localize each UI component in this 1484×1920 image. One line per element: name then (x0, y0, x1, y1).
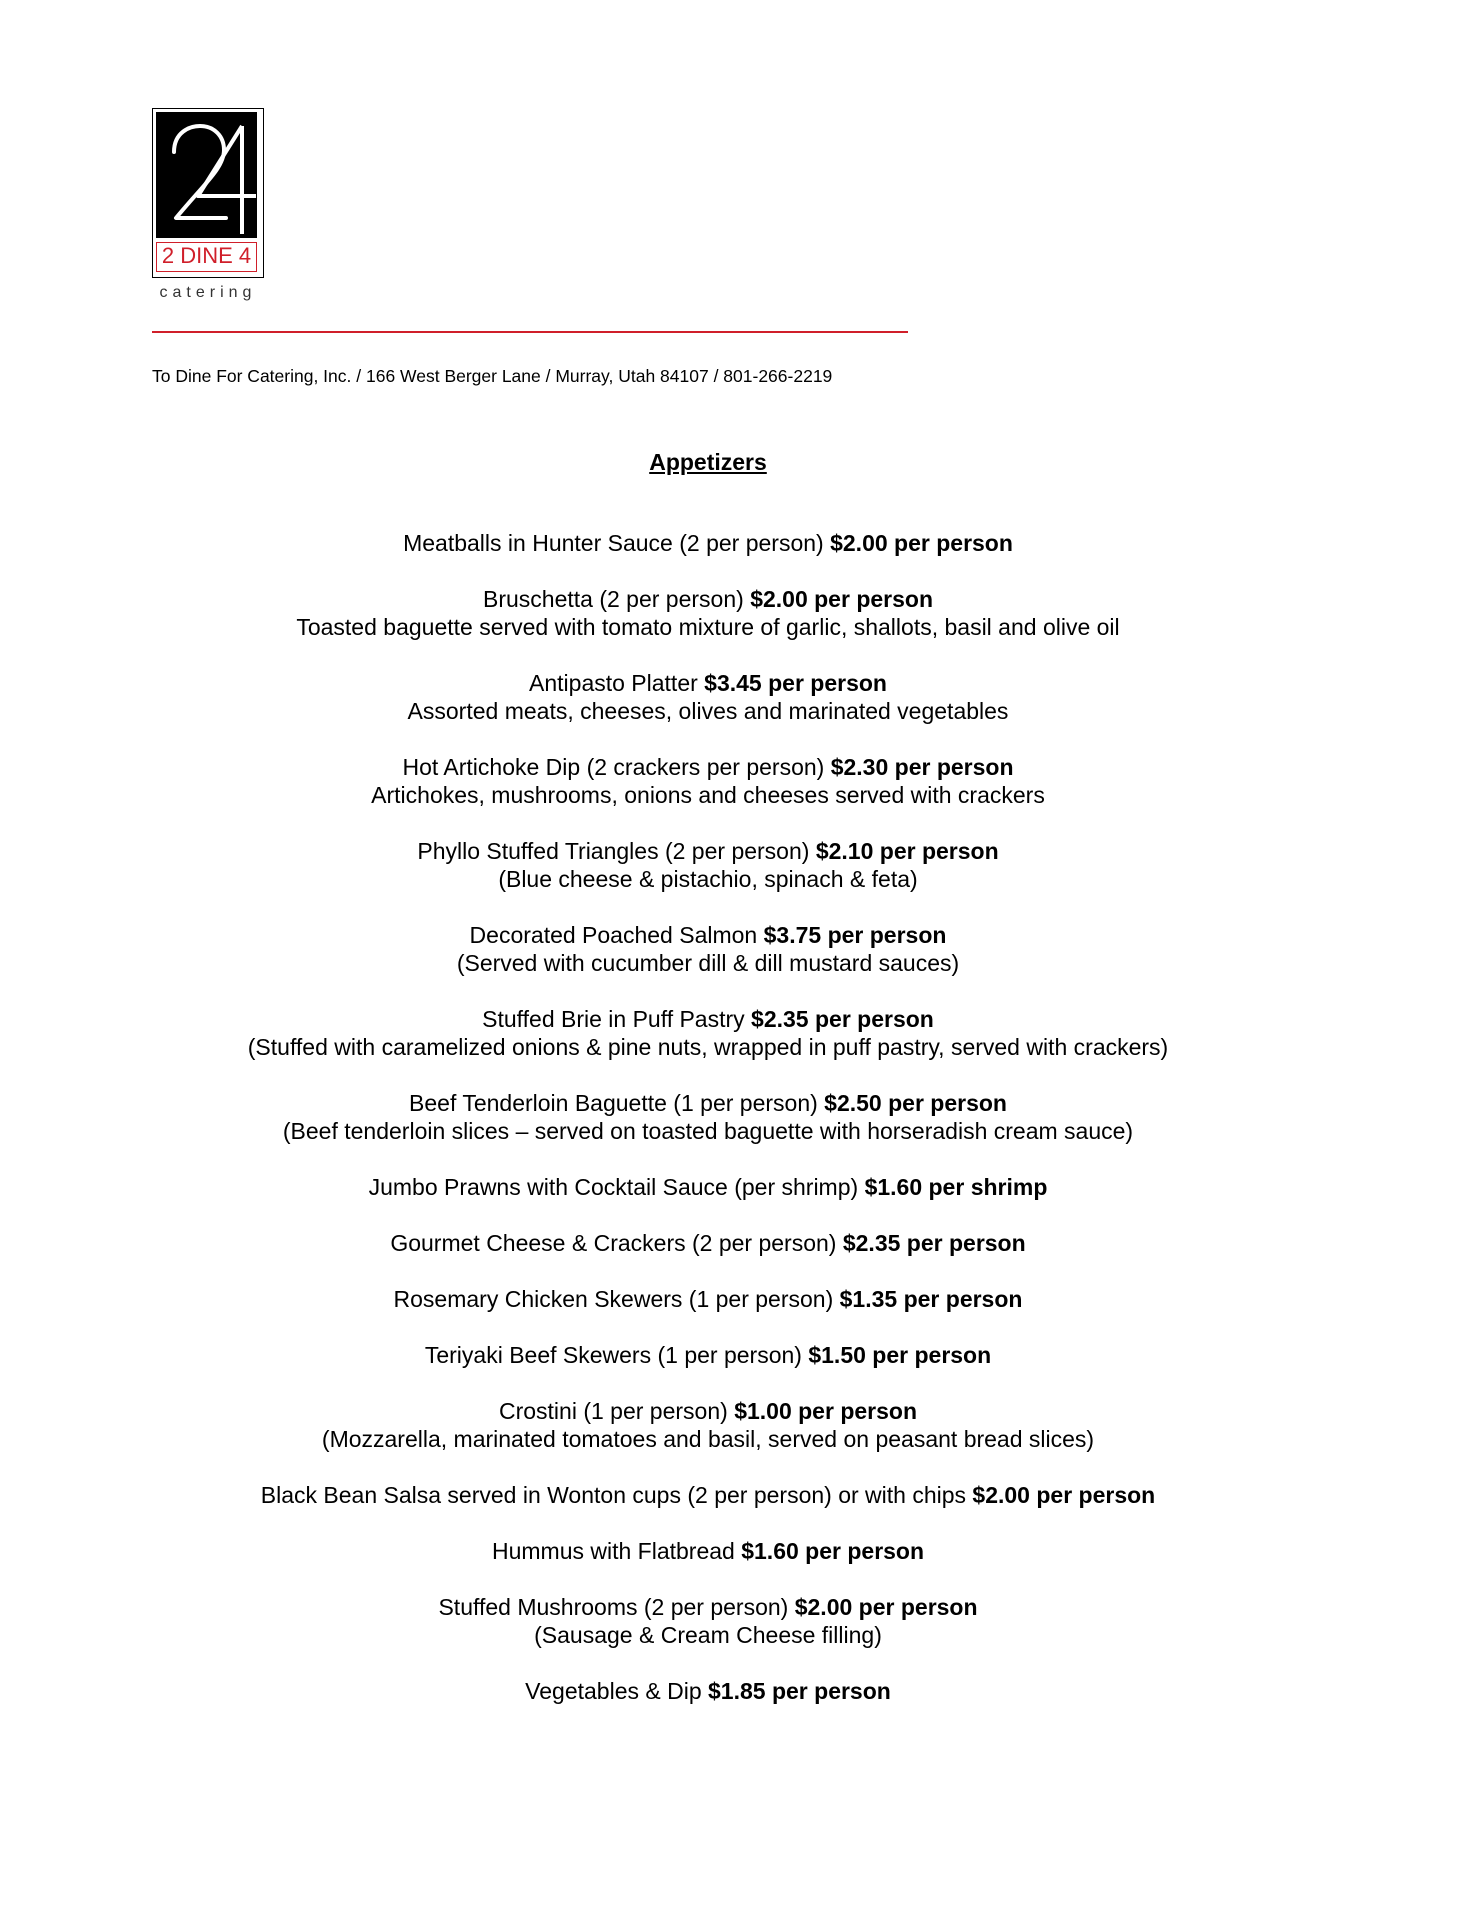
menu-item-title (0, 1285, 1416, 1313)
menu-item-name: Rosemary Chicken Skewers (1 per person) (393, 1286, 840, 1312)
menu-item-name: Crostini (1 per person) (498, 1398, 735, 1424)
menu-item-name: Hummus with Flatbread (491, 1538, 742, 1564)
menu-item-title (0, 1397, 1416, 1425)
logo-name: 2 DINE 4 (156, 242, 257, 272)
menu-item-price: $1.60 per shrimp (864, 1174, 1048, 1200)
menu-item-price: $1.35 per person (839, 1286, 1023, 1312)
menu-item (0, 1593, 1416, 1649)
menu-item-title (0, 1593, 1416, 1621)
menu-item-price: $2.10 per person (815, 838, 999, 864)
menu-item-title (0, 837, 1416, 865)
menu-item-price: $1.00 per person (734, 1398, 917, 1424)
menu-item-name: Antipasto Platter (529, 670, 705, 696)
menu-item (0, 585, 1416, 641)
menu-item-description: (Served with cucumber dill & dill mustard sauces) (456, 950, 960, 976)
menu-item-name: Hot Artichoke Dip (2 crackers per person) (402, 754, 831, 780)
menu-item-price: $1.85 per person (708, 1678, 891, 1704)
menu-list (0, 529, 1416, 1733)
menu-item (0, 1005, 1416, 1061)
menu-item-title (0, 1089, 1416, 1117)
menu-item-price: $1.60 per person (741, 1538, 925, 1564)
menu-item-name: Stuffed Brie in Puff Pastry (482, 1006, 752, 1032)
header-divider (152, 331, 908, 333)
menu-item-title (0, 1173, 1416, 1201)
menu-item-title (0, 1537, 1416, 1565)
menu-item-price: $2.50 per person (824, 1090, 1007, 1116)
logo-subtitle: catering (159, 284, 257, 301)
menu-item-price: $2.30 per person (830, 754, 1014, 780)
menu-item-price: $1.50 per person (808, 1342, 992, 1368)
menu-item-description: (Blue cheese & pistachio, spinach & feta) (498, 866, 918, 892)
menu-item-title (0, 529, 1416, 557)
menu-item-title (0, 585, 1416, 613)
section-heading: Appetizers (649, 449, 767, 475)
menu-item (0, 837, 1416, 893)
menu-item-description: Assorted meats, cheeses, olives and marinated vegetables (407, 698, 1009, 724)
menu-item-title (0, 1677, 1416, 1705)
menu-item (0, 1341, 1416, 1369)
menu-item-name: Gourmet Cheese & Crackers (2 per person) (390, 1230, 843, 1256)
menu-item-price: $2.00 per person (750, 586, 933, 612)
menu-item-name: Meatballs in Hunter Sauce (2 per person) (403, 530, 831, 556)
logo-black-panel (156, 112, 257, 238)
menu-item (0, 669, 1416, 725)
menu-item-price: $2.00 per person (794, 1594, 978, 1620)
menu-item (0, 1229, 1416, 1257)
menu-item-description: (Mozzarella, marinated tomatoes and basil, served on peasant bread slices) (321, 1426, 1095, 1452)
menu-item-description: Artichokes, mushrooms, onions and cheeses served with crackers (371, 782, 1045, 808)
menu-item-title (0, 1229, 1416, 1257)
menu-item (0, 1089, 1416, 1145)
menu-item-title (0, 1481, 1416, 1509)
menu-item-title (0, 1341, 1416, 1369)
menu-item-name: Jumbo Prawns with Cocktail Sauce (per shrimp) (368, 1174, 865, 1200)
menu-item-name: Black Bean Salsa served in Wonton cups (2 per person) or with chips (260, 1482, 973, 1508)
menu-item (0, 1481, 1416, 1509)
menu-item-name: Phyllo Stuffed Triangles (2 per person) (417, 838, 816, 864)
menu-item-title (0, 921, 1416, 949)
menu-item-price: $2.35 per person (842, 1230, 1026, 1256)
menu-item (0, 1173, 1416, 1201)
menu-item-title (0, 753, 1416, 781)
menu-item (0, 1677, 1416, 1705)
menu-item-name: Beef Tenderloin Baguette (1 per person) (409, 1090, 825, 1116)
menu-item-title (0, 669, 1416, 697)
menu-item-price: $2.00 per person (830, 530, 1013, 556)
menu-item (0, 1397, 1416, 1453)
company-logo (152, 108, 268, 308)
company-info: To Dine For Catering, Inc. / 166 West Berger Lane / Murray, Utah 84107 / 801-266-2219 (152, 366, 833, 386)
menu-item-description: (Sausage & Cream Cheese filling) (534, 1622, 882, 1648)
menu-item-price: $2.35 per person (751, 1006, 934, 1032)
menu-item-name: Bruschetta (2 per person) (483, 586, 751, 612)
menu-item (0, 529, 1416, 557)
menu-item-name: Vegetables & Dip (525, 1678, 709, 1704)
menu-item (0, 921, 1416, 977)
menu-item-price: $3.75 per person (763, 922, 947, 948)
menu-item-name: Stuffed Mushrooms (2 per person) (438, 1594, 795, 1620)
menu-item-title (0, 1005, 1416, 1033)
menu-item-name: Decorated Poached Salmon (469, 922, 764, 948)
menu-item-description: (Stuffed with caramelized onions & pine nuts, wrapped in puff pastry, served with crackers) (247, 1034, 1169, 1060)
menu-item-description: Toasted baguette served with tomato mixture of garlic, shallots, basil and olive oil (296, 614, 1120, 640)
menu-item (0, 1285, 1416, 1313)
menu-item-name: Teriyaki Beef Skewers (1 per person) (424, 1342, 809, 1368)
menu-item (0, 1537, 1416, 1565)
logo-24-mark (164, 118, 256, 236)
menu-item (0, 753, 1416, 809)
menu-item-price: $3.45 per person (704, 670, 887, 696)
menu-item-price: $2.00 per person (972, 1482, 1156, 1508)
menu-item-description: (Beef tenderloin slices – served on toasted baguette with horseradish cream sauce) (282, 1118, 1134, 1144)
